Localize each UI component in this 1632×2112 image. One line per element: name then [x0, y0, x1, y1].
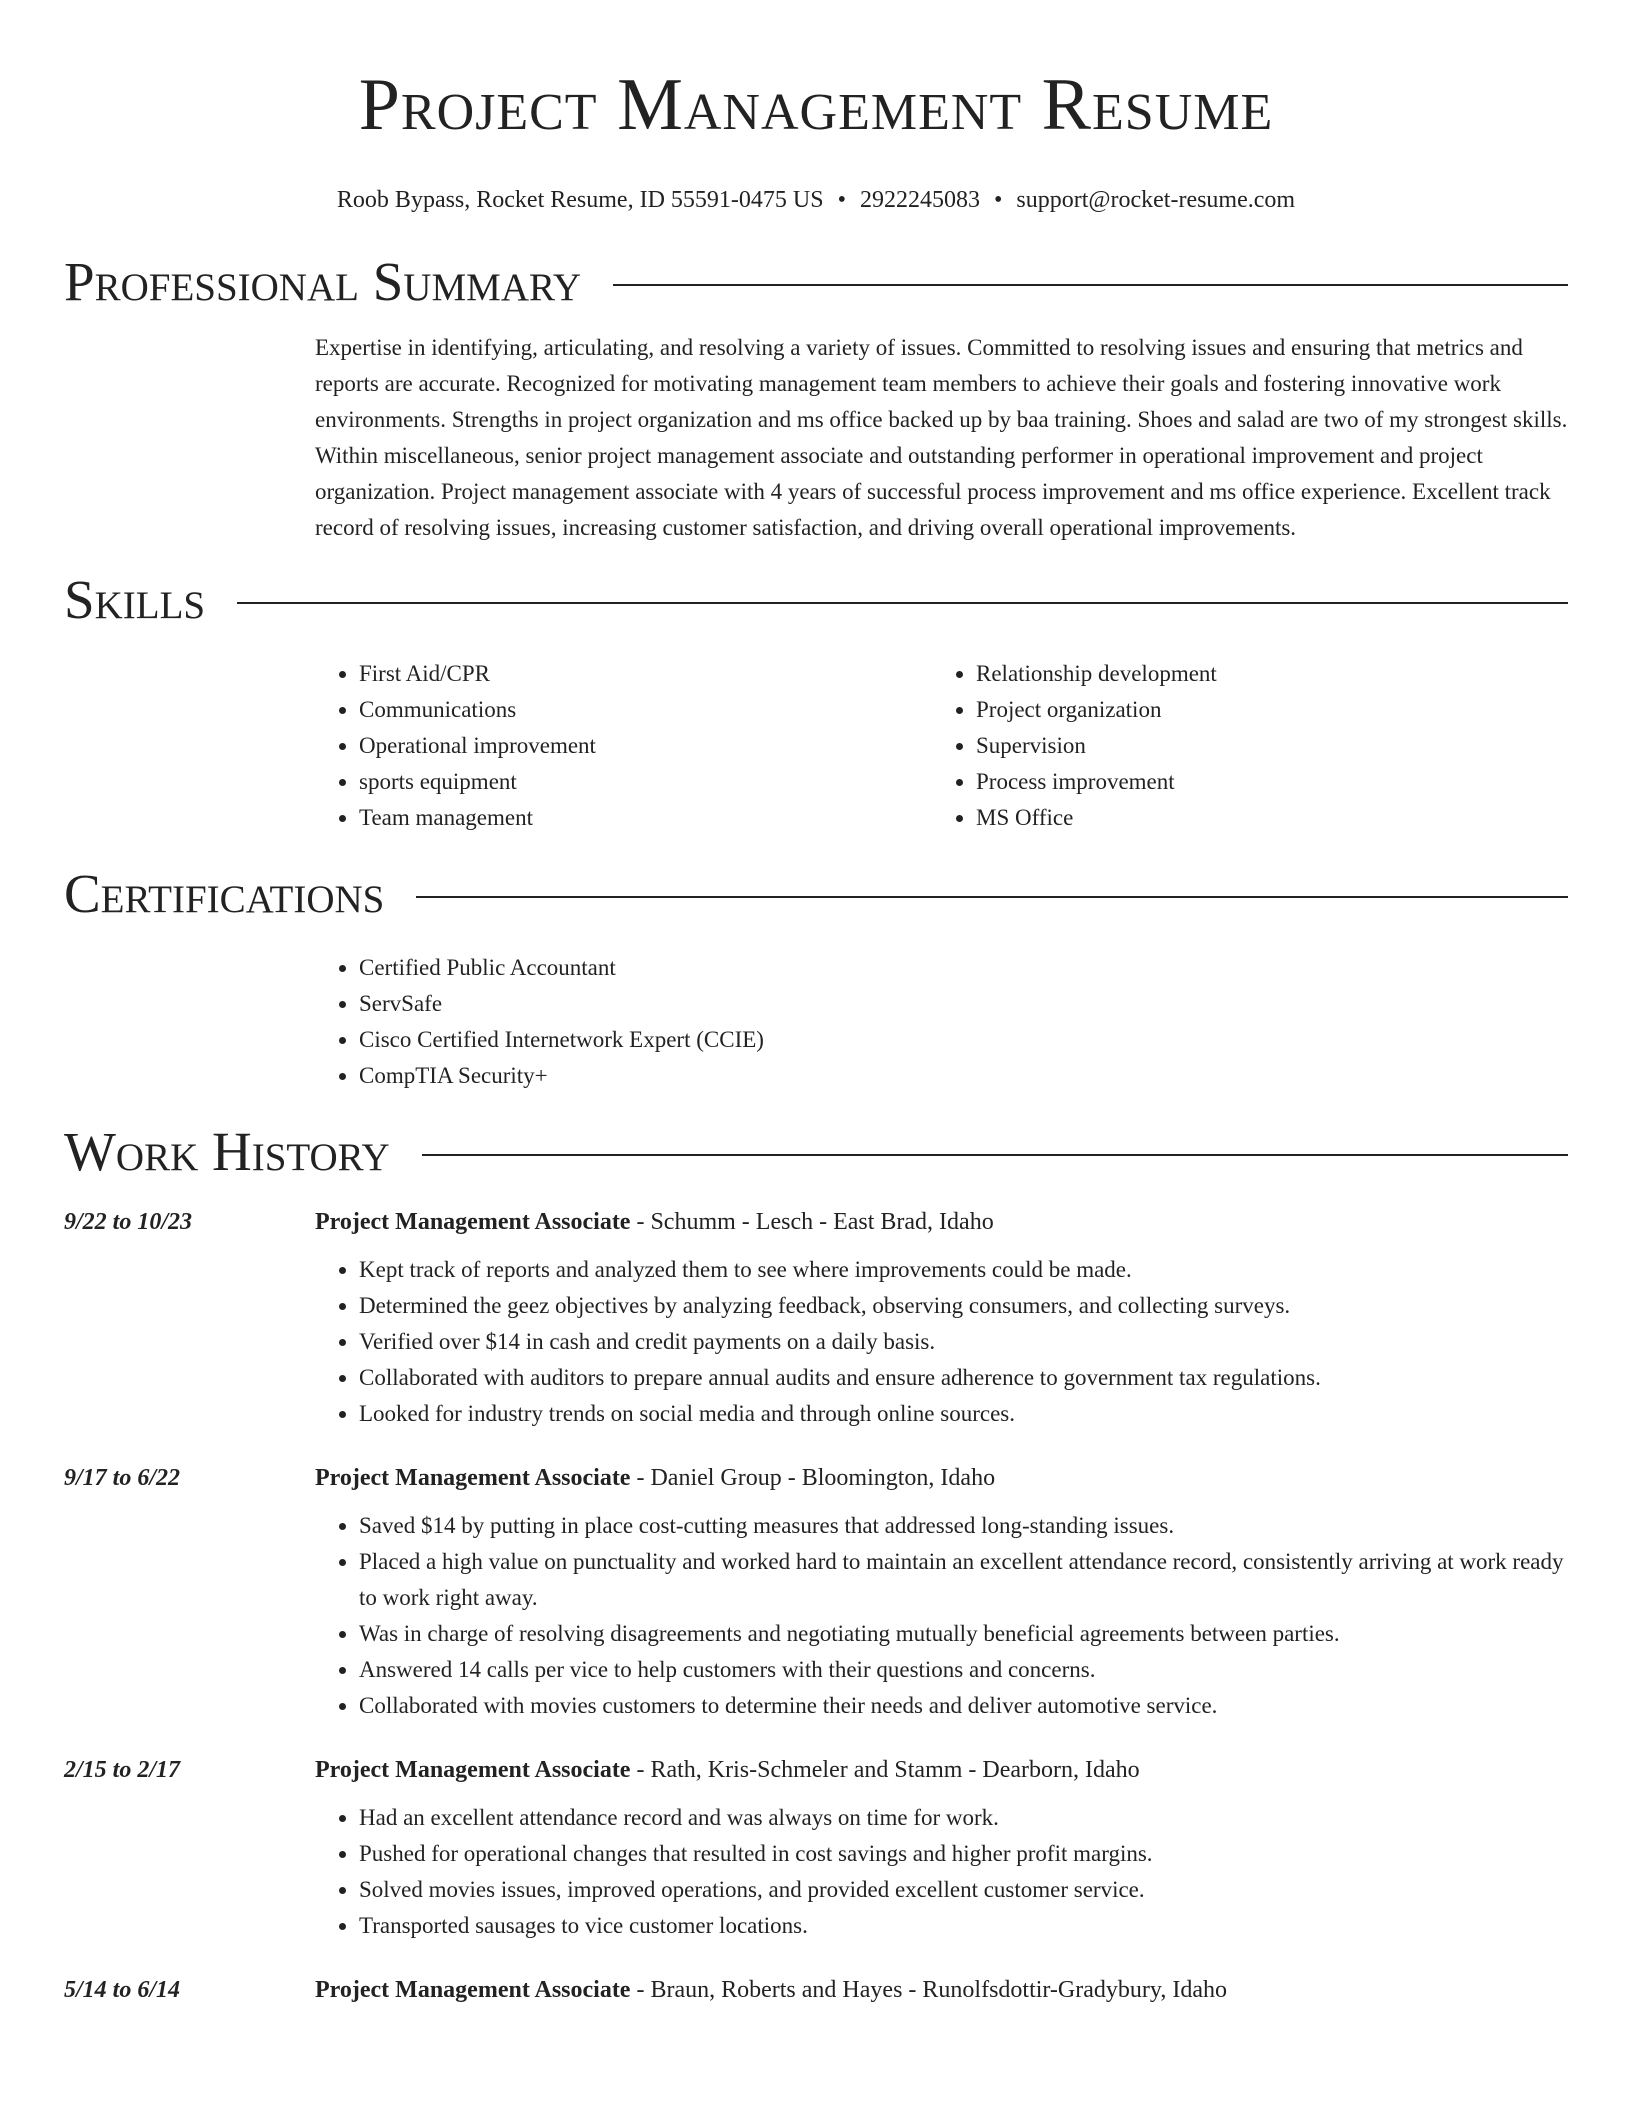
resume-title: Project Management Resume	[358, 64, 1274, 146]
job-bullet: • Saved $14 by putting in place cost-cutting measures that addressed long-standing issues.	[359, 1508, 1568, 1544]
job-bullet: • Answered 14 calls per vice to help customers with their questions and concerns.	[359, 1652, 1568, 1688]
section-divider	[416, 896, 1568, 898]
job-dates: 2/15 to 2/17	[64, 1757, 181, 1783]
skills-heading: Skills	[64, 569, 206, 630]
contact-address: Roob Bypass, Rocket Resume, ID 55591-0475 US	[336, 187, 824, 213]
skill-item: • Process improvement	[976, 764, 1549, 800]
job-bullet: • Kept track of reports and analyzed them to see where improvements could be made.	[359, 1252, 1568, 1288]
section-divider	[237, 602, 1568, 604]
job-entry	[64, 1206, 1568, 1432]
certifications-heading: Certifications	[64, 863, 385, 924]
job-header	[64, 1754, 1568, 1786]
certifications-list	[315, 950, 1568, 1094]
job-dates: 9/17 to 6/22	[64, 1465, 181, 1491]
skill-item: • First Aid/CPR	[359, 656, 932, 692]
skills-list-right	[932, 656, 1549, 836]
job-bullet: • Collaborated with movies customers to determine their needs and deliver automotive service.	[359, 1688, 1568, 1724]
job-details: - Braun, Roberts and Hayes - Runolfsdottir-Gradybury, Idaho	[630, 1977, 1227, 2003]
summary-section	[64, 252, 1568, 546]
job-dates: 9/22 to 10/23	[64, 1209, 193, 1235]
job-bullet: • Had an excellent attendance record and was always on time for work.	[359, 1800, 1568, 1836]
job-bullet: • Was in charge of resolving disagreements and negotiating mutually beneficial agreements between parties.	[359, 1616, 1568, 1652]
job-header	[64, 1462, 1568, 1494]
job-bullets	[315, 1800, 1568, 1944]
job-bullets	[315, 1252, 1568, 1432]
work-history-section	[64, 1122, 1568, 2006]
work-heading-row	[64, 1122, 1568, 1182]
skill-item: • MS Office	[976, 800, 1549, 836]
skill-item: • Communications	[359, 692, 932, 728]
certification-item: • ServSafe	[359, 986, 1568, 1022]
job-bullet: • Placed a high value on punctuality and worked hard to maintain an excellent attendance record, consistently arriving at work ready to work right away.	[359, 1544, 1568, 1616]
contact-phone: 2922245083	[859, 187, 980, 213]
job-bullet: • Solved movies issues, improved operations, and provided excellent customer service.	[359, 1872, 1568, 1908]
skill-item: • Supervision	[976, 728, 1549, 764]
section-divider	[422, 1154, 1568, 1156]
skill-item: • Project organization	[976, 692, 1549, 728]
job-bullet: • Transported sausages to vice customer locations.	[359, 1908, 1568, 1944]
job-dates: 5/14 to 6/14	[64, 1977, 181, 2003]
certification-item: • CompTIA Security+	[359, 1058, 1568, 1094]
contact-email: support@rocket-resume.com	[1016, 187, 1296, 213]
job-bullet: • Verified over $14 in cash and credit payments on a daily basis.	[359, 1324, 1568, 1360]
contact-line	[64, 184, 1568, 216]
section-divider	[613, 284, 1568, 286]
job-bullet: • Pushed for operational changes that resulted in cost savings and higher profit margins.	[359, 1836, 1568, 1872]
job-bullet: • Looked for industry trends on social media and through online sources.	[359, 1396, 1568, 1432]
job-bullet: • Collaborated with auditors to prepare annual audits and ensure adherence to government tax regulations.	[359, 1360, 1568, 1396]
job-title: Project Management Associate	[315, 1209, 631, 1235]
summary-heading-row	[64, 252, 1568, 312]
job-entry	[64, 1462, 1568, 1724]
summary-text: Expertise in identifying, articulating, and resolving a variety of issues. Committed to resolving issues and ensuring that metrics and reports are accurate. Recognized for motivating management team members to achieve their goals and fostering innovative work environments. Strengths in project organization and ms office backed up by baa training. Shoes and salad are two of my strongest skills. Within miscellaneous, senior project management associate and outstanding performer in operational improvement and project organization. Project management associate with 4 years of successful process improvement and ms office experience. Excellent track record of resolving issues, increasing customer satisfaction, and driving overall operational improvements.	[315, 335, 1568, 540]
skill-item: • Operational improvement	[359, 728, 932, 764]
job-title: Project Management Associate	[315, 1757, 631, 1783]
job-details: - Rath, Kris-Schmeler and Stamm - Dearborn, Idaho	[630, 1757, 1140, 1783]
work-heading: Work History	[64, 1121, 390, 1182]
contact-separator: •	[993, 187, 1003, 213]
skill-item: • Team management	[359, 800, 932, 836]
job-bullet: • Determined the geez objectives by analyzing feedback, observing consumers, and collecting surveys.	[359, 1288, 1568, 1324]
contact-separator: •	[837, 187, 846, 213]
job-header	[64, 1206, 1568, 1238]
certification-item: • Cisco Certified Internetwork Expert (CCIE)	[359, 1022, 1568, 1058]
job-header	[64, 1974, 1568, 2006]
skill-item: • Relationship development	[976, 656, 1549, 692]
skills-heading-row	[64, 570, 1568, 630]
job-entry	[64, 1974, 1568, 2006]
summary-heading: Professional Summary	[64, 251, 582, 312]
skill-item: • sports equipment	[359, 764, 932, 800]
skills-list-left	[315, 656, 932, 836]
certifications-heading-row	[64, 864, 1568, 924]
job-title: Project Management Associate	[315, 1977, 631, 2003]
skills-section	[64, 570, 1568, 836]
job-entry	[64, 1754, 1568, 1944]
job-details: - Schumm - Lesch - East Brad, Idaho	[630, 1209, 994, 1235]
job-title: Project Management Associate	[315, 1465, 631, 1491]
job-bullets	[315, 1508, 1568, 1724]
certifications-section	[64, 864, 1568, 1094]
certification-item: • Certified Public Accountant	[359, 950, 1568, 986]
job-details: - Daniel Group - Bloomington, Idaho	[630, 1465, 996, 1491]
